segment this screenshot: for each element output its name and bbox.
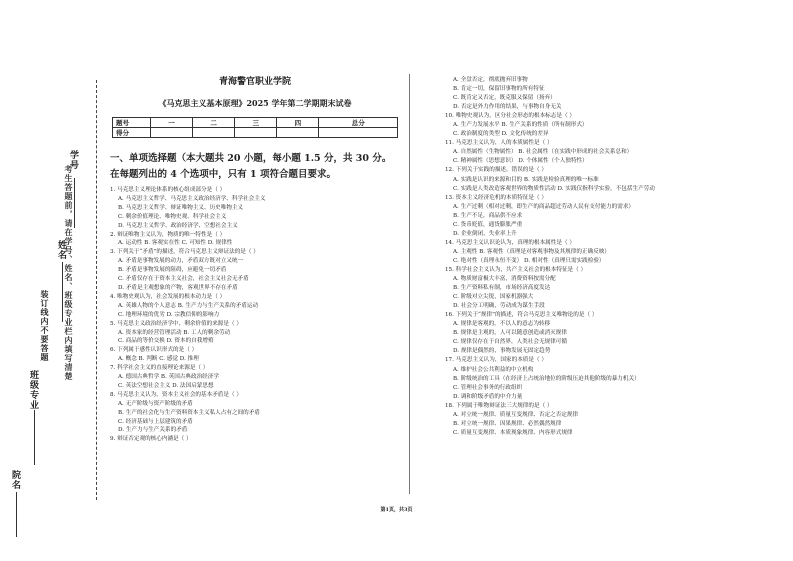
question-stem: 10. 唯物史观认为，区分社会形态的根本标志是（ ） (445, 113, 575, 120)
answer-option: C. 货币贬值，通货膨胀严重 (453, 221, 523, 228)
answer-option: C. 商品的等价交换 D. 资本的自我增殖 (118, 338, 214, 345)
score-cell: 二 (193, 118, 235, 128)
score-table-row (113, 118, 398, 128)
college-line (16, 492, 17, 537)
answer-option: A. 维护社会公共利益的中立机构 (453, 366, 534, 373)
question-stem: 13. 资本主义经济危机的本质特征是（ ） (445, 194, 547, 201)
answer-option: A. 主观性 B. 客观性（真理是对客观事物及其规律的正确反映） (453, 248, 610, 255)
answer-option: A. 德国古典哲学 B. 英国古典政治经济学 (118, 374, 219, 381)
exam-title: 《马克思主义基本原理》2025 学年第二学期期末试卷 (158, 98, 352, 108)
binding-notice: 考生答题前，请在学号、姓名、班级专业栏内填写清楚 (64, 165, 74, 381)
answer-option: D. 社会分工明确，劳动成为谋生手段 (453, 303, 545, 310)
answer-option: A. 规律是客观的，不以人的意志为转移 (453, 321, 551, 328)
page-footer: 第1页，共3页 (380, 507, 413, 513)
score-table (112, 117, 398, 138)
answer-option: C. 质量互变规律、本质现象规律、内容形式规律 (453, 429, 573, 436)
binding-notice-2: 装订线内不要答题 (40, 290, 50, 362)
major-line (34, 410, 35, 465)
section-heading: 一、单项选择题（本大题共 20 小题，每小题 1.5 分，共 30 分。在每题列出的 4 个选项中，只有 1 项符合题目要求。 (110, 153, 392, 180)
major-label: 班级专业 (28, 370, 38, 410)
answer-option: C. 矛盾仅存在于资本主义社会，社会主义社会无矛盾 (118, 276, 249, 283)
school-name: 青海警官职业学院 (218, 77, 291, 87)
answer-option: A. 概念 B. 判断 C. 感觉 D. 推理 (118, 356, 199, 363)
answer-option: A. 对立统一规律、质量互变规律、否定之否定规律 (453, 411, 579, 418)
answer-option: C. 规律仅存在于自然界，人类社会无规律可循 (453, 339, 567, 346)
score-cell[interactable] (277, 128, 319, 138)
question-stem: 5. 马克思主义政治经济学中，剩余价值的来源是（ ） (110, 320, 242, 327)
answer-option: D. 企业倒闭，失业率上升 (453, 230, 517, 237)
answer-option: A. 资本家的经营管理活动 B. 工人的剩余劳动 (118, 329, 231, 336)
score-cell[interactable] (193, 128, 235, 138)
answer-option: A. 全盘否定，彻底抛弃旧事物 (453, 77, 528, 83)
column-divider (409, 74, 410, 494)
answer-option: C. 精神属性（思想意识） D. 个体属性（个人独特性） (453, 158, 588, 165)
answer-option: A. 运动性 B. 客观实在性 C. 可知性 D. 规律性 (118, 240, 233, 247)
answer-option: A. 生产过剩（相对过剩，即生产的商品超过劳动人民有支付能力的需求） (453, 203, 635, 210)
score-cell: 三 (235, 118, 277, 128)
answer-option: C. 地理环境的优劣 D. 宗教信仰的影响力 (118, 311, 220, 318)
answer-option: C. 政治制度的类型 D. 文化传统的差异 (453, 131, 549, 138)
answer-option: A. 矛盾是事物发展的动力，矛盾双方既对立又统一 (118, 258, 244, 265)
answer-option: D. 调和阶级矛盾的中介力量 (453, 393, 523, 400)
question-stem: 14. 马克思主义认识论认为，真理的根本属性是（ ） (445, 239, 575, 246)
answer-option: D. 生产力与生产关系的矛盾 (118, 427, 188, 434)
answer-option: A. 实践是认识的来源和目的 B. 实践是检验真理的唯一标准 (453, 176, 599, 183)
answer-option: C. 经济基础与上层建筑的矛盾 (118, 418, 193, 425)
answer-option: D. 规律是偶然的，事物发展无固定趋势 (453, 348, 551, 355)
score-table-row (113, 128, 398, 138)
question-list-left (110, 186, 400, 444)
name-label: 姓名 (56, 240, 66, 260)
college-label: 院名 (10, 470, 20, 490)
score-cell: 总分 (319, 118, 398, 128)
answer-option: A. 英雄人物的个人意志 B. 生产力与生产关系的矛盾运动 (118, 302, 259, 309)
score-cell: 题号 (113, 118, 151, 128)
answer-option: C. 阶级对立尖锐，国家机器强大 (453, 294, 534, 301)
question-stem: 1. 马克思主义理论体系的核心组成部分是（ ） (110, 187, 226, 193)
answer-option: C. 英法空想社会主义 D. 法国启蒙思想 (118, 382, 214, 389)
question-stem: 11. 马克思主义认为，人的本质属性是（ ） (445, 140, 553, 147)
answer-option: C. 管理社会事务的行政组织 (453, 384, 523, 391)
score-cell[interactable] (319, 128, 398, 138)
answer-option: B. 生产的社会化与生产资料资本主义私人占有之间的矛盾 (118, 409, 260, 416)
question-stem: 18. 下列属于唯物辩证法三大规律的是（ ） (445, 402, 553, 409)
question-stem: 7. 科学社会主义的直接理论来源是（ ） (110, 365, 209, 372)
answer-option: B. 阶级统治的工具（在经济上占统治地位的阶级压迫其他阶级的暴力机关） (453, 375, 640, 382)
answer-option: A. 自然属性（生物属性） B. 社会属性（在实践中形成的社会关系总和） (453, 149, 633, 156)
answer-option: D. 马克思主义哲学、政治经济学、空想社会主义 (118, 222, 238, 229)
answer-option: C. 剩余价值理论、唯物史观、科学社会主义 (118, 213, 227, 220)
binding-margin (0, 0, 110, 561)
question-stem: 8. 马克思主义认为，资本主义社会的基本矛盾是（ ） (110, 391, 242, 398)
question-stem: 3. 下列关于“矛盾”的描述，符合马克思主义辩证法的是（ ） (110, 249, 259, 256)
score-cell: 四 (277, 118, 319, 128)
score-cell: 得分 (113, 128, 151, 138)
question-list-right (445, 76, 740, 438)
answer-option: C. 实践是人类改造客观世界的物质性活动 D. 实践仅指科学实验，不包括生产劳动 (453, 185, 655, 192)
answer-option: B. 马克思主义哲学、辩证唯物主义、历史唯物主义 (118, 204, 244, 211)
answer-option: C. 既肯定又否定，既克服又保留（扬弃） (453, 95, 556, 102)
answer-option: B. 矛盾是事物发展的阻碍，应避免一切矛盾 (118, 267, 227, 274)
answer-option: A. 生产力发展水平 B. 生产关系的性质（所有制形式） (453, 122, 588, 129)
score-cell[interactable] (151, 128, 193, 138)
answer-option: B. 肯定一切，保留旧事物的所有特征 (453, 86, 545, 93)
name-line (62, 262, 63, 322)
student-id-line (74, 178, 75, 228)
answer-option: A. 物质财富极大丰富，消费资料按需分配 (453, 276, 556, 283)
answer-option: A. 马克思主义哲学、马克思主义政治经济学、科学社会主义 (118, 195, 266, 202)
student-id-label: 学号 (68, 150, 78, 170)
question-stem: 16. 下列关于“规律”的描述，符合马克思主义唯物论的是（ ） (445, 312, 598, 319)
question-stem: 9. 辩证否定观的核心内涵是（ ） (110, 436, 192, 443)
score-cell[interactable] (235, 128, 277, 138)
answer-option: D. 矛盾是主观想象的产物，客观世界不存在矛盾 (118, 284, 238, 291)
question-stem: 2. 辩证唯物主义认为，物质的唯一特性是（ ） (110, 231, 226, 238)
question-stem: 4. 唯物史观认为，社会发展的根本动力是（ ） (110, 293, 226, 300)
right-column (445, 76, 740, 438)
question-stem: 12. 下列关于实践的描述，错误的是（ ） (445, 167, 547, 174)
answer-option: B. 生产资料私有制，市场经济高度发达 (453, 285, 551, 292)
answer-option: D. 否定是外力作用的结果，与事物自身无关 (453, 104, 562, 111)
answer-option: A. 无产阶级与资产阶级的矛盾 (118, 400, 193, 407)
question-stem: 6. 下列属于感性认识形式的是（ ） (110, 347, 198, 354)
answer-option: B. 规律是主观的，人可以随意创造或消灭规律 (453, 330, 567, 337)
binding-dashed-line (96, 80, 97, 500)
answer-option: C. 绝对性（真理永恒不变） D. 相对性（真理只需实践检验） (453, 257, 605, 264)
score-cell: 一 (151, 118, 193, 128)
question-stem: 15. 科学社会主义认为，共产主义社会的根本特征是（ ） (445, 266, 587, 273)
question-stem: 17. 马克思主义认为，国家的本质是（ ） (445, 357, 547, 364)
answer-option: B. 对立统一规律、因果规律、必然偶然规律 (453, 420, 562, 427)
answer-option: B. 生产不足，商品供不应求 (453, 212, 523, 219)
left-column (110, 74, 400, 444)
